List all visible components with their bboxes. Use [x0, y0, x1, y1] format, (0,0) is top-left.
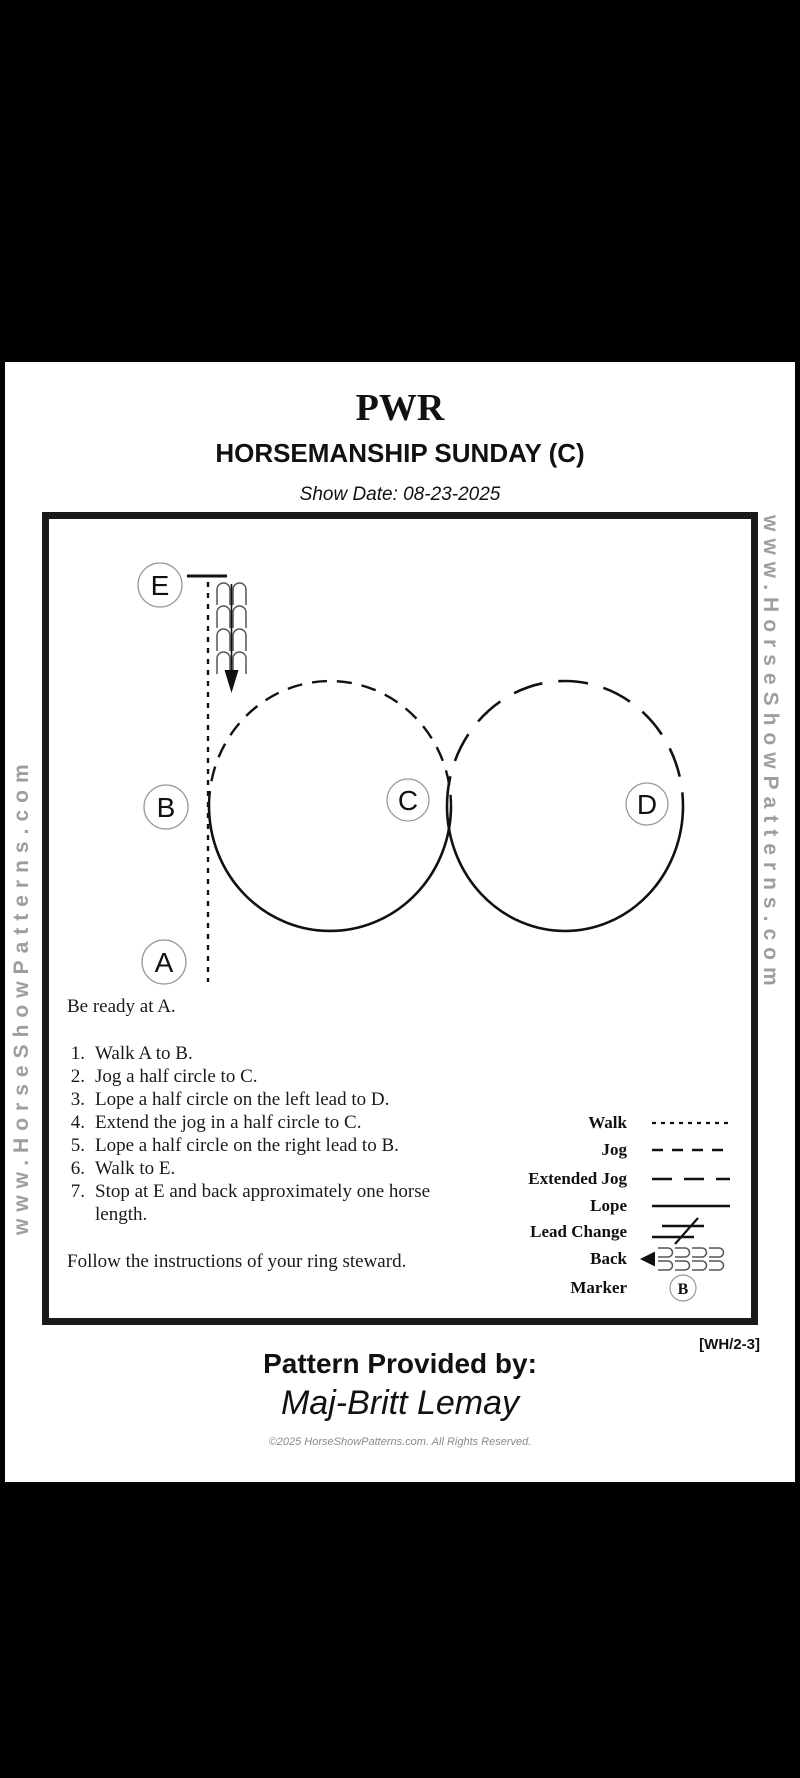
- watermark-left: www.HorseShowPatterns.com: [10, 757, 33, 1235]
- legend-label: Marker: [570, 1278, 627, 1297]
- legend-label: Lead Change: [530, 1222, 627, 1241]
- legend-row-extended-jog: [455, 1165, 745, 1193]
- legend-label: Back: [590, 1249, 627, 1268]
- step-number: 1.: [70, 1043, 85, 1064]
- marker-c: [387, 779, 429, 821]
- back-icon: [638, 1244, 734, 1274]
- provider-name: Maj-Britt Lemay: [280, 1384, 520, 1422]
- step-number: 5.: [70, 1135, 85, 1156]
- step-7: [67, 1180, 459, 1226]
- steward-note: Follow the instructions of your ring steward.: [67, 1251, 407, 1272]
- back-up-arrow-icon: [225, 670, 239, 693]
- walk-line-icon: [638, 1108, 734, 1138]
- page-title: PWR: [355, 387, 445, 429]
- step-text: Walk A to B.: [95, 1043, 193, 1064]
- step-number: 4.: [70, 1112, 85, 1133]
- ready-text: Be ready at A.: [67, 996, 176, 1017]
- step-6: [67, 1157, 459, 1180]
- step-text: Jog a half circle to C.: [95, 1066, 258, 1087]
- instructions-block: [67, 995, 459, 1273]
- show-date: Show Date: 08-23-2025: [299, 484, 501, 505]
- lope-half-circle-right-lead: [209, 806, 451, 931]
- pattern-code: [WH/2-3]: [699, 1336, 760, 1353]
- legend-row-jog: [455, 1136, 745, 1164]
- svg-text:A: A: [154, 947, 174, 978]
- step-text: Walk to E.: [95, 1158, 176, 1179]
- svg-text:B: B: [156, 792, 176, 823]
- marker-b: [144, 785, 188, 829]
- step-text: Stop at E and back approximately one horse length.: [95, 1181, 431, 1225]
- marker-e: [138, 563, 182, 607]
- legend-row-marker: [455, 1274, 745, 1302]
- legend-label: Jog: [601, 1140, 627, 1159]
- step-3: [67, 1088, 459, 1111]
- svg-text:E: E: [150, 570, 170, 601]
- marker-d: [626, 783, 668, 825]
- jog-line-icon: [638, 1135, 734, 1165]
- step-2: [67, 1065, 459, 1088]
- legend-label: Lope: [590, 1196, 627, 1215]
- watermark-right: www.HorseShowPatterns.com: [759, 515, 782, 993]
- extended-jog-line-icon: [638, 1164, 734, 1194]
- svg-text:C: C: [397, 785, 419, 816]
- svg-text:D: D: [636, 789, 658, 820]
- step-text: Lope a half circle on the right lead to B.: [95, 1135, 399, 1156]
- step-number: 6.: [70, 1158, 85, 1179]
- step-1: [67, 1042, 459, 1065]
- marker-icon: [638, 1273, 734, 1303]
- legend-row-lope: [455, 1192, 745, 1220]
- step-5: [67, 1134, 459, 1157]
- step-text: Lope a half circle on the left lead to D.: [95, 1089, 390, 1110]
- legend-label: Walk: [588, 1113, 627, 1132]
- step-number: 7.: [70, 1181, 85, 1202]
- copyright-line: ©2025 HorseShowPatterns.com. All Rights Reserved.: [268, 1436, 532, 1448]
- svg-text:B: B: [677, 1281, 689, 1298]
- provided-by-label: Pattern Provided by:: [263, 1348, 537, 1379]
- lead-change-icon: [638, 1217, 734, 1247]
- legend-row-back: [455, 1245, 745, 1273]
- step-text: Extend the jog in a half circle to C.: [95, 1112, 362, 1133]
- class-name-heading: HORSEMANSHIP SUNDAY (C): [215, 438, 585, 468]
- legend-label: Extended Jog: [528, 1169, 627, 1188]
- step-number: 2.: [70, 1066, 85, 1087]
- step-4: [67, 1111, 459, 1134]
- step-number: 3.: [70, 1089, 85, 1110]
- marker-a: [142, 940, 186, 984]
- legend-row-walk: [455, 1109, 745, 1137]
- legend-row-lead-change: [455, 1218, 745, 1246]
